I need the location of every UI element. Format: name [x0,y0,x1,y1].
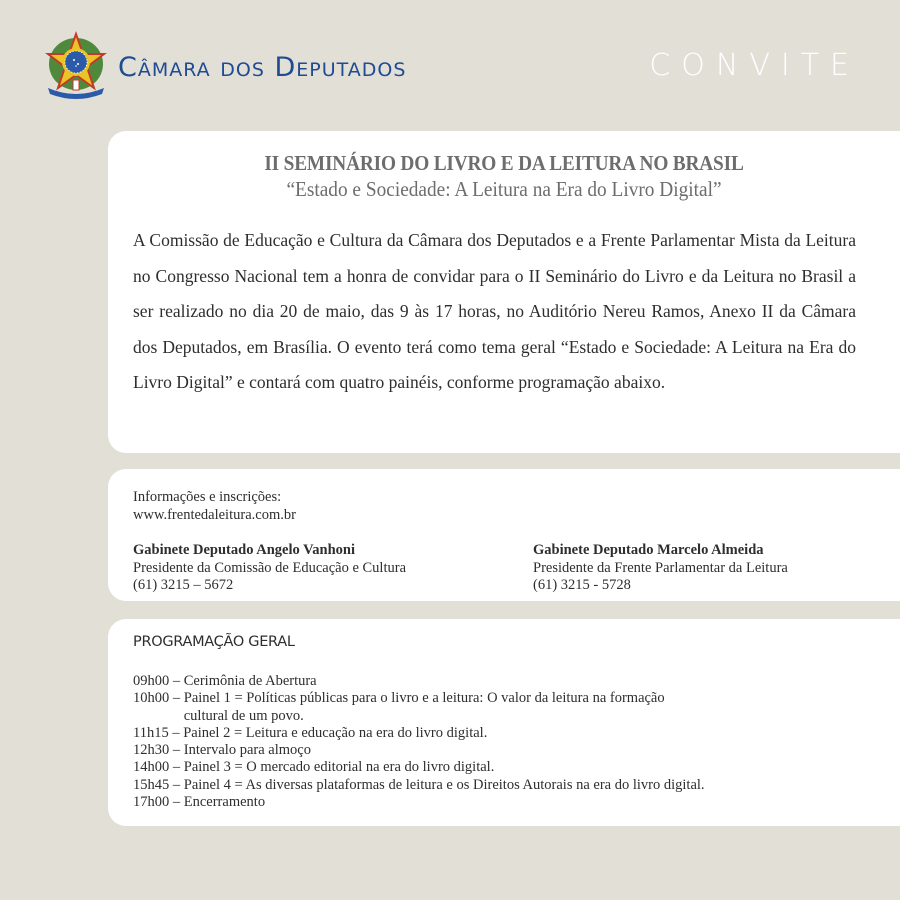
contact-name: Gabinete Deputado Angelo Vanhoni [133,542,355,558]
invitation-label: CONVITE [649,48,860,83]
contact-role: Presidente da Frente Parlamentar da Leitura [533,559,788,576]
program-time: 12h30 – [133,742,184,759]
invitation-panel [108,131,900,453]
program-desc: Cerimônia de Abertura [183,673,317,689]
program-time: 11h15 – [133,724,184,741]
program-desc-continued: cultural de um povo. [183,707,304,724]
program-desc: Painel 4 = As diversas plataformas de leitura e os Direitos Autorais na era do livro digital. [183,776,705,793]
program-item [133,690,705,725]
program-item [133,742,705,759]
program-list [133,673,705,811]
program-desc: Intervalo para almoço [183,742,311,759]
program-desc: Painel 3 = O mercado editorial na era do livro digital. [183,759,495,776]
program-item [133,673,705,690]
registration-label: Informações e inscrições: [133,489,282,505]
program-item [133,794,705,811]
program-item [133,759,705,776]
contact-name: Gabinete Deputado Marcelo Almeida [533,542,764,558]
program-time: 09h00 – [133,673,184,689]
website-link[interactable]: www.frentedaleitura.com.br [133,506,296,523]
contact-panel [108,469,900,601]
contact-card [533,542,788,595]
contact-phone: (61) 3215 - 5728 [533,577,631,593]
program-desc: Painel 2 = Leitura e educação na era do livro digital. [183,724,488,741]
brand-name: Câmara dos Deputados [118,52,407,83]
program-desc: Painel 1 = Políticas públicas para o livro e a leitura: O valor da leitura na formação [183,690,665,707]
program-time: 14h00 – [133,759,184,776]
contact-card [133,542,406,595]
event-subtitle: “Estado e Sociedade: A Leitura na Era do Livro Digital” [286,177,722,201]
program-desc: Encerramento [183,794,266,811]
program-time: 10h00 – [133,690,184,707]
brazil-coat-of-arms-icon [44,30,108,102]
event-title: II SEMINÁRIO DO LIVRO E DA LEITURA NO BRASIL [264,151,744,175]
program-title: PROGRAMAÇÃO GERAL [133,634,295,650]
contact-phone: (61) 3215 – 5672 [133,577,234,593]
contact-role: Presidente da Comissão de Educação e Cultura [133,559,407,576]
program-item [133,725,705,742]
program-time: 15h45 – [133,776,184,793]
program-time: 17h00 – [133,794,184,811]
program-panel [108,619,900,826]
program-item [133,777,705,794]
registration-info [133,489,296,524]
invitation-body: A Comissão de Educação e Cultura da Câmara dos Deputados e a Frente Parlamentar Mista da Leitura no Congresso Nacional tem a honra de convidar para o II Seminário do Livro e da Leitura no Brasil a ser realizado no dia 20 de maio, das 9 às 17 horas, no Auditório Nereu Ramos, Anexo II da Câmara dos Deputados, em Brasília. O evento terá como tema geral “Estado e Sociedade: A Leitura na Era do Livro Digital” e contará com quatro painéis, conforme programação abaixo. [133,230,856,392]
